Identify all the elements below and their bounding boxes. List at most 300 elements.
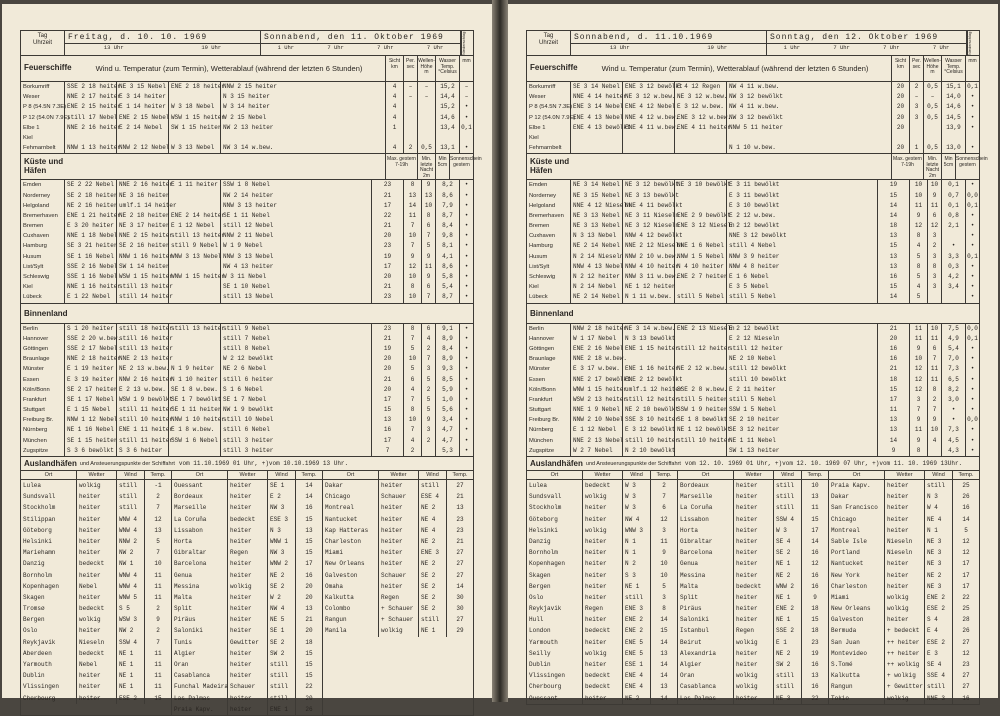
spacer (273, 364, 371, 374)
wind-weather: NNW 5 11 heiter (729, 123, 784, 131)
table-row (21, 123, 473, 133)
port-row (323, 570, 473, 581)
port-row (829, 558, 979, 569)
section-heading (20, 304, 474, 324)
wind-weather: NNW 1 12 Nebel (65, 415, 117, 425)
ausland-col-header (172, 471, 322, 480)
port-wind: S 3 (623, 570, 651, 581)
port-wind: NE 1 (774, 614, 802, 625)
column-header: Max. gestern 7-19h (891, 154, 923, 179)
value-t: 14,0 (941, 92, 965, 102)
sunshine: 5,8 (435, 272, 459, 282)
table-row (21, 262, 473, 272)
port-row (21, 570, 171, 581)
wind-weather: NE 3 15 Nebel (117, 82, 169, 92)
wind-weather: ENE 4 13 bewölkt (571, 123, 623, 133)
port-name: Las Palmas (172, 693, 228, 704)
port-weather: heiter (77, 536, 117, 547)
port-name: San Francisco (829, 502, 885, 513)
precip: • (459, 282, 473, 292)
port-name: Lulea (527, 480, 583, 491)
port-wind: ESE 2 (925, 603, 953, 614)
port-weather: heiter (734, 525, 774, 536)
wind-weather (169, 446, 221, 456)
port-row (829, 581, 979, 592)
wind-weather: NNE 2 18 w.bew. (571, 354, 623, 364)
port-temp: 12 (154, 515, 162, 523)
precip-vertical-label: Niederschlag (967, 31, 979, 55)
spacer (273, 395, 371, 405)
port-wind: WNW 4 (117, 570, 145, 581)
station-name: Köln/Bonn (21, 385, 65, 395)
port-wind: N 1 (925, 525, 953, 536)
col-head: Wind (623, 471, 651, 479)
port-row (172, 558, 322, 569)
min-temp: 14 (403, 201, 421, 211)
precip: • (965, 344, 979, 354)
wind-weather: still 12 heiter (729, 344, 784, 352)
port-weather: heiter (228, 558, 268, 569)
port-name: Casablanca (172, 670, 228, 681)
precip: • (459, 191, 473, 201)
sunshine: 7,3 (941, 425, 965, 435)
tag-label-box (21, 31, 65, 55)
port-name: Oran (678, 670, 734, 681)
port-temp: 21 (456, 493, 464, 501)
port-temp: 27 (456, 616, 464, 624)
port-weather: heiter (885, 558, 925, 569)
port-temp: 11 (154, 649, 162, 657)
port-name: Reykjavik (21, 637, 77, 648)
port-temp: 14 (660, 616, 668, 624)
wind-weather (675, 231, 727, 241)
precip: • (965, 180, 979, 190)
wind-weather: NNW 1 10 heiter (169, 415, 221, 425)
max-temp: 19 (371, 344, 403, 354)
port-temp: 11 (154, 683, 162, 691)
station-name: Frankfurt (21, 395, 65, 405)
port-wind: SE 1 (268, 625, 296, 636)
port-row (323, 502, 473, 513)
station-name: Braunlage (527, 354, 571, 364)
wind-weather: NE 2 14 Nebel (571, 241, 623, 251)
day1-block (65, 31, 261, 55)
min-5cm: 8 (927, 262, 941, 272)
port-weather: heiter (228, 670, 268, 681)
port-wind: SE 2 (419, 603, 447, 614)
value-p: 3 (909, 102, 923, 112)
min-temp: 12 (909, 221, 927, 231)
port-name: Colombo (323, 603, 379, 614)
max-temp: 21 (371, 191, 403, 201)
port-weather: heiter (734, 536, 774, 547)
wind-weather: ENE 3 14 Nebel (571, 102, 623, 112)
spacer (273, 344, 371, 354)
port-temp: 27 (962, 638, 970, 646)
station-name: Frankfurt (527, 395, 571, 405)
min-5cm: 11 (927, 364, 941, 374)
precip: • (965, 395, 979, 405)
spacer (779, 180, 877, 190)
port-row (21, 491, 171, 502)
port-row (678, 536, 828, 547)
port-name: Dakar (323, 480, 379, 491)
port-temp: 15 (811, 515, 819, 523)
port-wind: still (268, 659, 296, 670)
port-wind: N 1 (623, 536, 651, 547)
port-wind: NE 2 (774, 570, 802, 581)
port-row (829, 603, 979, 614)
min-5cm: 4 (927, 436, 941, 446)
port-name: Praia Kapv. (172, 704, 228, 715)
port-row (678, 637, 828, 648)
wind-weather: NE 2 12 w.bew. (675, 364, 727, 374)
sunshine: 8,5 (435, 375, 459, 385)
port-row (172, 480, 322, 491)
value-s: 4 (385, 92, 403, 102)
min-5cm: 10 (927, 324, 941, 334)
port-wind: NE 1 (117, 659, 145, 670)
spacer (779, 282, 877, 292)
wind-weather: still 10 heiter (623, 436, 675, 446)
port-wind: NW 4 (623, 514, 651, 525)
port-row (21, 502, 171, 513)
port-wind: SSE 2 (774, 625, 802, 636)
port-row (172, 681, 322, 692)
column-headers (385, 154, 482, 179)
station-name: Bremerhaven (21, 211, 65, 221)
port-name: Piräus (172, 614, 228, 625)
max-temp: 18 (877, 375, 909, 385)
day1-times (571, 44, 766, 51)
port-row (527, 637, 677, 648)
port-row (172, 592, 322, 603)
port-name: Algier (678, 659, 734, 670)
value-p: 1 (909, 143, 923, 153)
uhrzeit-label: Uhrzeit (32, 39, 52, 46)
port-temp: 2 (156, 627, 160, 635)
port-wind: WNW 2 (268, 558, 296, 569)
wind-weather: still 13 Nebel (223, 293, 274, 301)
port-weather: heiter (583, 514, 623, 525)
port-name: Ouessant (172, 480, 228, 491)
port-wind: WNW 4 (117, 514, 145, 525)
station-name: P 12 (54.0N 7.9E) (527, 113, 571, 123)
precip: • (459, 436, 473, 446)
station-name: Helgoland (21, 201, 65, 211)
port-row (21, 514, 171, 525)
table-row (21, 344, 473, 354)
min-5cm: 7 (421, 354, 435, 364)
max-temp: 20 (371, 364, 403, 374)
port-temp: 7 (156, 504, 160, 512)
port-wind: still (419, 480, 447, 491)
port-name: S.Tomé (829, 659, 885, 670)
wind-weather: NNE 4 12 w.bew. (623, 113, 675, 123)
table-row (527, 364, 979, 374)
table-row (527, 102, 979, 112)
sunshine: 0,1 (941, 201, 965, 211)
precip: • (965, 425, 979, 435)
sunshine: 8,6 (435, 191, 459, 201)
port-wind: NE 3 (925, 536, 953, 547)
min-temp: 2 (403, 446, 421, 456)
port-row (323, 547, 473, 558)
table-row (527, 231, 979, 241)
port-row (172, 648, 322, 659)
port-wind: NE 1 (117, 670, 145, 681)
table-row (527, 436, 979, 446)
sunshine: 5,9 (435, 385, 459, 395)
station-name: Köln/Bonn (527, 385, 571, 395)
max-temp: 21 (371, 334, 403, 344)
port-temp: 11 (154, 593, 162, 601)
wind-weather: NNW 1 13 heiter (65, 143, 117, 153)
wind-weather: still 13 heiter (169, 324, 221, 334)
wind-weather: W 3 14 heiter (223, 103, 270, 111)
wind-weather: NNE 3 12 bewölkt (729, 232, 787, 240)
wind-weather: NE 2 14 Nebel (571, 292, 623, 302)
wind-weather: SSW 1 5 Nebel (729, 406, 776, 414)
port-temp: 13 (305, 605, 313, 613)
book-gutter (492, 0, 508, 702)
ausland-date: vom 12. 10. 1969 01 Uhr, +)vom 12. 10. 1969 07 Uhr, +)vom 11. 10. 1969 13Uhr. (684, 460, 963, 467)
station-name: Hannover (527, 334, 571, 344)
max-temp: 20 (371, 354, 403, 364)
precip: 0,0 (965, 324, 979, 334)
port-name: Dublin (21, 670, 77, 681)
station-name: Norderney (527, 191, 571, 201)
wind-weather: SSE 2 17 Nebel (65, 344, 117, 354)
port-weather: wolkig (734, 681, 774, 692)
station-name: Bremen (527, 221, 571, 231)
port-row (527, 480, 677, 491)
sunshine: 3,0 (941, 395, 965, 405)
min-5cm: 7 (927, 354, 941, 364)
port-name: Chicago (829, 514, 885, 525)
max-temp: 21 (371, 221, 403, 231)
min-5cm: 8 (927, 385, 941, 395)
wind-weather (675, 143, 727, 153)
wind-weather: still 13 heiter (169, 231, 221, 241)
port-row (21, 681, 171, 692)
max-temp: 13 (877, 425, 909, 435)
port-temp: 26 (305, 705, 313, 713)
port-temp: 16 (811, 683, 819, 691)
spacer (273, 415, 371, 425)
precip: • (965, 436, 979, 446)
date-header (20, 30, 474, 56)
max-temp: 16 (877, 344, 909, 354)
wind-weather: NW 3 12 bewölkt (729, 113, 784, 121)
time-label: 7 Uhr (833, 44, 850, 51)
table-row (527, 272, 979, 282)
port-wind: NE 3 (925, 581, 953, 592)
precip: • (459, 231, 473, 241)
port-temp: 17 (962, 582, 970, 590)
sunshine: 5,6 (435, 405, 459, 415)
min-5cm: 13 (421, 191, 435, 201)
col-head: Temp. (150, 472, 166, 478)
port-row (323, 614, 473, 625)
port-name: Marseille (172, 502, 228, 513)
uhrzeit-label: Uhrzeit (538, 39, 558, 46)
port-name: Vlissingen (21, 681, 77, 692)
port-row (172, 502, 322, 513)
wind-weather: still 9 Nebel (223, 324, 270, 332)
port-name: Miami (323, 547, 379, 558)
port-wind: ENE 5 (623, 637, 651, 648)
port-weather: bedeckt (583, 670, 623, 681)
wind-weather: still 6 heiter (223, 375, 274, 383)
min-temp: 8 (403, 405, 421, 415)
spacer (779, 415, 877, 425)
wind-weather: NNE 2 13 Nebel (571, 436, 623, 446)
port-name: La Coruña (678, 502, 734, 513)
spacer (273, 375, 371, 385)
time-label: 7 Uhr (377, 44, 394, 51)
value-m: 0,1 (965, 82, 979, 92)
wind-weather (169, 334, 221, 344)
port-wind: ENE 3 (623, 603, 651, 614)
port-temp: 11 (811, 504, 819, 512)
spacer (779, 375, 877, 385)
table-row (21, 446, 473, 456)
ausland-date: vom 11.10.1969 01 Uhr, +)vom 10.10.1969 13 Uhr. (178, 460, 349, 467)
port-wind: WNW 3 (623, 525, 651, 536)
port-weather: heiter (77, 592, 117, 603)
port-name: Nantucket (829, 558, 885, 569)
table-row (21, 211, 473, 221)
port-name: Cherbourg (527, 681, 583, 692)
max-temp: 17 (371, 395, 403, 405)
table-row (527, 113, 979, 123)
table-row (527, 262, 979, 272)
port-name: Messina (678, 570, 734, 581)
wind-weather: NNW 3 13 heiter (223, 201, 278, 209)
precip: • (459, 354, 473, 364)
column-header: Sonnenschein gestern (955, 154, 979, 179)
spacer (779, 133, 891, 143)
table-row (527, 92, 979, 102)
wind-weather: ENE 4 11 w.bew. (623, 123, 675, 133)
port-row (172, 693, 322, 704)
min-temp: 10 (909, 191, 927, 201)
min-temp: 7 (403, 241, 421, 251)
ausland-sub: und Ansteuerungspunkte der Schiffahrt (79, 460, 175, 467)
port-row (829, 614, 979, 625)
port-weather: Schauer (379, 491, 419, 502)
value-t: 15,2 (435, 82, 459, 92)
min-temp: 4 (909, 282, 927, 292)
spacer (273, 425, 371, 435)
spacer (273, 436, 371, 446)
port-name: Kopenhagen (21, 581, 77, 592)
port-temp: 14 (660, 638, 668, 646)
wind-weather: N 1 10 heiter (169, 375, 221, 385)
ausland-column (172, 471, 323, 715)
wind-weather: ENE 2 18 heiter (169, 82, 221, 92)
min-5cm: 12 (927, 221, 941, 231)
section-desc: Wind u. Temperatur (zum Termin), Wetterablauf (während der letzten 6 Stunden) (601, 64, 869, 73)
wind-weather (169, 354, 221, 364)
value-p (909, 123, 923, 133)
value-t: 13,4 (435, 123, 459, 133)
min-temp: 5 (909, 272, 927, 282)
wind-weather (675, 201, 727, 211)
wind-weather: SE 2 18 heiter (65, 191, 117, 201)
port-temp: 18 (305, 638, 313, 646)
port-wind: NE 1 (117, 681, 145, 692)
port-temp: 25 (962, 605, 970, 613)
min-temp: 10 (909, 354, 927, 364)
sunshine: 3,4 (941, 282, 965, 292)
precip: • (965, 446, 979, 456)
wind-weather (675, 133, 727, 143)
sunshine: 8,7 (435, 211, 459, 221)
port-temp: 27 (456, 560, 464, 568)
section-title: Binnenland (24, 308, 68, 318)
port-temp: 14 (811, 537, 819, 545)
port-weather: heiter (379, 581, 419, 592)
wind-weather: NE 2 16 heiter (65, 201, 117, 211)
wind-weather: NE 3 17 heiter (117, 221, 169, 231)
port-wind: NE 5 (268, 614, 296, 625)
wind-weather: E 2 12 Nieseln (729, 334, 780, 342)
port-temp: 9 (156, 616, 160, 624)
spacer (273, 405, 371, 415)
port-name: La Coruña (172, 514, 228, 525)
port-weather: Regen (228, 547, 268, 558)
wind-weather: ENE 2 15 heiter (65, 102, 117, 112)
wind-weather (623, 143, 675, 153)
station-name: Stuttgart (21, 405, 65, 415)
max-temp: 15 (371, 405, 403, 415)
port-row (172, 625, 322, 636)
port-row (678, 648, 828, 659)
port-row (678, 659, 828, 670)
port-row (527, 514, 677, 525)
port-weather: heiter (583, 659, 623, 670)
sunshine: 5,3 (435, 446, 459, 456)
precip: • (459, 415, 473, 425)
max-temp: 17 (371, 201, 403, 211)
min-5cm: 11 (927, 334, 941, 344)
column-header: Wellen-Höhe m (923, 56, 941, 81)
wind-weather: NW 4 11 w.bew. (729, 103, 780, 111)
wind-weather: NNE 2 18 heiter (65, 354, 117, 364)
port-row (172, 570, 322, 581)
value-s: 20 (891, 102, 909, 112)
station-name: Freiburg Br. (527, 415, 571, 425)
precip: • (459, 221, 473, 231)
port-wind: still (774, 670, 802, 681)
spacer (779, 231, 877, 241)
min-temp: 11 (909, 324, 927, 334)
wind-weather: WSW 1 15 heiter (117, 272, 169, 282)
min-5cm (927, 292, 941, 302)
date-header (526, 30, 980, 56)
station-name: Göttingen (527, 344, 571, 354)
spacer (273, 272, 371, 282)
value-s: 20 (891, 92, 909, 102)
port-weather: heiter (228, 502, 268, 513)
port-temp: 14 (305, 493, 313, 501)
wind-weather (675, 334, 727, 344)
port-name: Montreal (829, 525, 885, 536)
table-row (21, 364, 473, 374)
port-name: Galveston (323, 570, 379, 581)
